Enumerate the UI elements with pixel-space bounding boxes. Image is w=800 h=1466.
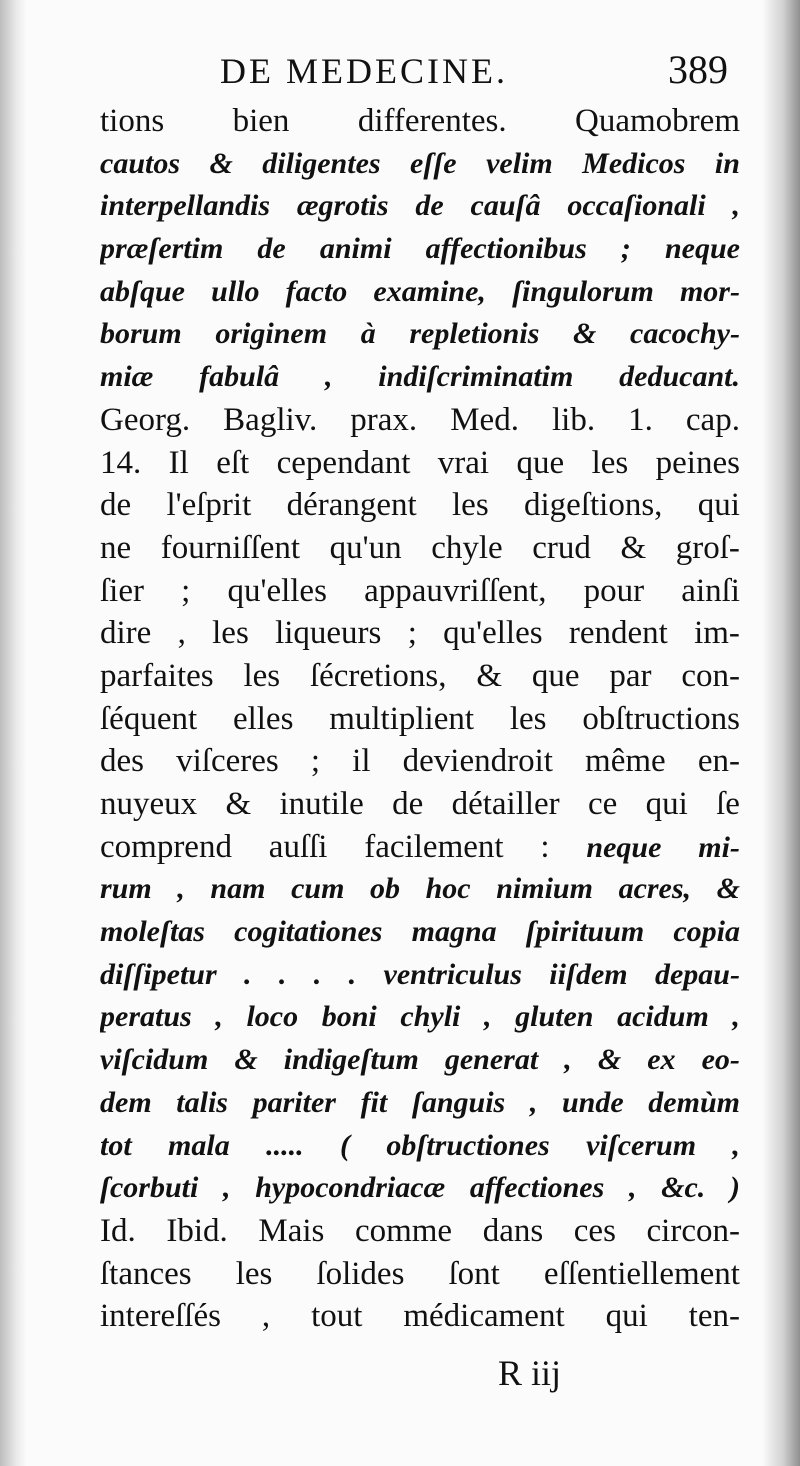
word: dem [100,1085,152,1119]
word: les [509,700,547,737]
text-line [100,1210,740,1253]
word: mi- [698,830,740,864]
word: ægrotis [296,189,389,223]
word: il [352,743,371,780]
word: les [243,657,281,694]
word: les [212,615,249,652]
word: magna [411,915,497,949]
word: ; [310,743,321,780]
word: ſanguis [411,1085,506,1119]
word: chyli [400,1000,461,1034]
word: nam [210,872,266,906]
word: 14. [100,444,142,481]
word: , [261,1298,271,1335]
page-binding-shadow [0,0,26,1466]
word: elles [232,700,294,737]
word: ſéquent [100,700,198,737]
word: circon- [646,1212,740,1249]
word: ſier [100,572,144,609]
word: cependant [276,444,411,481]
word: interpellandis [100,189,271,223]
text-line [100,570,740,613]
word: Id. [100,1212,136,1249]
word: cauſâ [470,189,541,223]
word: iiſdem [549,957,628,991]
word: & [225,786,252,822]
word: im- [694,615,740,652]
word: tout [311,1298,363,1335]
word: neque [664,232,740,266]
text-line [100,1295,740,1338]
word: & [476,657,503,694]
word: ſpirituum [525,915,645,949]
word: animi [319,232,392,266]
word: chyle [431,529,503,566]
word: borum [100,317,182,351]
word: , [177,872,185,906]
word: obſtructiones [386,1128,550,1162]
word: ex [647,1043,676,1077]
word: examine, [373,274,486,308]
word: qu'elles [443,615,543,652]
text-line [100,911,740,954]
word: de [415,189,444,223]
word: hypocondriacæ [255,1171,446,1205]
word: diſſipetur [100,957,217,991]
word: 1. [628,401,653,438]
word: même [585,743,666,780]
word: qui [645,786,688,822]
text-line [100,185,740,228]
word: , [484,1000,492,1034]
word: ſingulorum [512,274,654,308]
word: pour [583,572,645,609]
word: deducant. [619,360,740,394]
text-line [100,100,740,143]
word: de [257,232,286,266]
word: des [100,743,144,780]
text-line [100,143,740,186]
word: ſcorbuti [100,1171,199,1205]
word: comprend [100,828,232,865]
word: viſcidum [100,1043,209,1077]
word: ſont [448,1255,500,1292]
word: ces [573,1212,616,1249]
word: ; [181,572,191,609]
word: ſtances [100,1255,192,1292]
word: talis [176,1085,228,1119]
text-line [100,698,740,741]
word: eo- [701,1043,740,1077]
word: cautos [100,146,181,180]
word: Bagliv. [223,401,318,438]
word: dire [100,615,152,652]
word: cacochy- [630,317,740,351]
word: prax. [350,401,418,438]
word: , [324,360,333,394]
word: deviendroit [402,743,553,780]
word: ; [407,615,417,652]
word: de [100,487,132,524]
word: , [177,615,186,652]
text-line [100,356,740,399]
text-line [100,655,740,698]
body-text [100,100,740,1338]
word: miæ [100,360,154,394]
word: occaſionali [567,189,706,223]
word: diligentes [262,146,381,180]
word: cogitationes [234,915,383,949]
word: &c. [661,1171,706,1205]
word: velim [486,146,553,180]
word: facilement [364,828,504,865]
word: mala [168,1128,230,1162]
word: parfaites [100,657,214,694]
word: qui [697,487,740,524]
word: inutile [279,786,364,822]
word: pariter [252,1085,336,1119]
word: repletionis [409,317,540,351]
word: & [716,872,740,906]
word: nimium [496,872,593,906]
word: eſt [216,444,250,481]
word: cum [291,872,345,906]
word: dans [482,1212,544,1249]
word: . [313,957,322,991]
word: depau- [654,957,740,991]
page-edge-shadow [762,0,800,1466]
word: groſ- [675,529,740,566]
word: bien [232,103,290,139]
word: dérangent [286,487,417,524]
word: liqueurs [275,615,382,652]
word: , [564,1043,572,1077]
page-header [210,46,738,96]
word: fabulâ [199,360,280,394]
text-line [100,228,740,271]
word: con- [681,657,740,694]
word: moleſtas [100,915,205,949]
text-line [100,612,740,655]
word: peratus [100,1000,192,1034]
word: fit [360,1085,388,1119]
word: Ibid. [166,1212,228,1249]
word: qui [605,1298,648,1335]
word: præſertim [100,232,224,266]
word: qu'un [329,529,402,566]
text-line [100,1253,740,1296]
word: & [573,317,597,351]
word: , [732,189,740,223]
word: de [392,786,424,822]
word: & [597,1043,622,1077]
word: ; [620,232,631,266]
word: acres, [618,872,692,906]
word: unde [561,1085,624,1119]
running-title: DE MEDECINE. [220,51,508,91]
word: ainſi [681,572,740,609]
text-line [100,1125,740,1168]
word: , [732,1128,740,1162]
word: facto [285,274,348,308]
text-line [100,271,740,314]
word: , [215,1000,223,1034]
word: Georg. [100,401,191,438]
word: appauvriſſent, [364,572,547,609]
text-line [100,399,740,442]
word: ventriculus [383,957,522,991]
word: lib. [552,401,596,438]
word: multiplient [329,700,475,737]
page-number: 389 [668,47,728,92]
word: gluten [515,1000,594,1034]
word: , [529,1085,538,1119]
word: . [348,957,357,991]
word: . [278,957,287,991]
text-line [100,783,740,826]
word: auſſi [268,828,328,865]
word: Mais [258,1212,325,1249]
word: tot [100,1128,132,1162]
word: hoc [425,872,471,906]
word: , [628,1171,637,1205]
word: indigeſtum [283,1043,419,1077]
word: ten- [688,1298,740,1335]
word: ( [339,1128,350,1162]
word: ..... [266,1128,304,1162]
word: que [531,657,580,694]
word: Quamobrem [575,103,740,139]
word: digeſtions, [524,487,663,524]
word: eſſentiellement [543,1255,740,1292]
word: ce [587,786,618,822]
word: en- [697,743,740,780]
word: differentes. [357,103,507,139]
word: les [235,1255,273,1292]
word: crud [532,529,591,566]
word: . [244,957,252,991]
word: demùm [648,1085,740,1119]
word: les [591,444,629,481]
word: & [620,529,647,566]
word: les [452,487,489,524]
text-line [100,868,740,911]
signature-mark: R iij [498,1353,562,1393]
word: viſceres [176,743,279,780]
word: par [609,657,652,694]
word: Medicos [582,146,686,180]
word: indiſcriminatim [378,360,574,394]
word: : [540,828,550,865]
text-line [100,996,740,1039]
word: , [732,1000,740,1034]
word: rum [100,872,152,906]
word: fourniſſent [160,529,301,566]
word: ſe [716,786,740,822]
word: viſcerum [586,1128,697,1162]
word: acidum [617,1000,709,1034]
word: rendent [568,615,668,652]
word: nuyeux [100,786,198,822]
word: affectionibus [425,232,587,266]
word: boni [321,1000,377,1034]
text-line [100,527,740,570]
word: à [360,317,376,351]
word: & [234,1043,258,1077]
word: obſtructions [582,700,740,737]
word: affectiones [469,1171,605,1205]
word: ob [370,872,401,906]
word: originem [215,317,328,351]
word: comme [354,1212,453,1249]
word: Il [168,444,189,481]
word: abſque [100,274,185,308]
word: generat [444,1043,539,1077]
word: eſſe [410,146,457,180]
word: in [714,146,740,180]
word: détailler [451,786,560,822]
text-line [100,442,740,485]
text-line [100,484,740,527]
word: , [223,1171,231,1205]
word: l'eſprit [166,487,252,524]
text-line [100,313,740,356]
word: peines [655,444,740,481]
text-line [100,1082,740,1125]
text-line [100,826,740,869]
word: ſécretions, [309,657,447,694]
text-line [100,740,740,783]
word: copia [673,915,740,949]
text-line [100,954,740,997]
word: mor- [679,274,740,308]
word: que [516,444,565,481]
word: loco [246,1000,299,1034]
word: qu'elles [227,572,327,609]
word: Med. [450,401,519,438]
word: intereſſés [100,1298,221,1335]
word: vrai [437,444,490,481]
word: tions [100,103,165,139]
word: ) [729,1171,740,1205]
word: cap. [685,401,740,438]
text-line [100,1039,740,1082]
word: médicament [403,1298,565,1335]
word: ullo [211,274,260,308]
text-line [100,1167,740,1210]
word: neque [586,830,662,864]
word: ne [100,529,132,566]
word: & [209,146,233,180]
word: ſolides [316,1255,405,1292]
